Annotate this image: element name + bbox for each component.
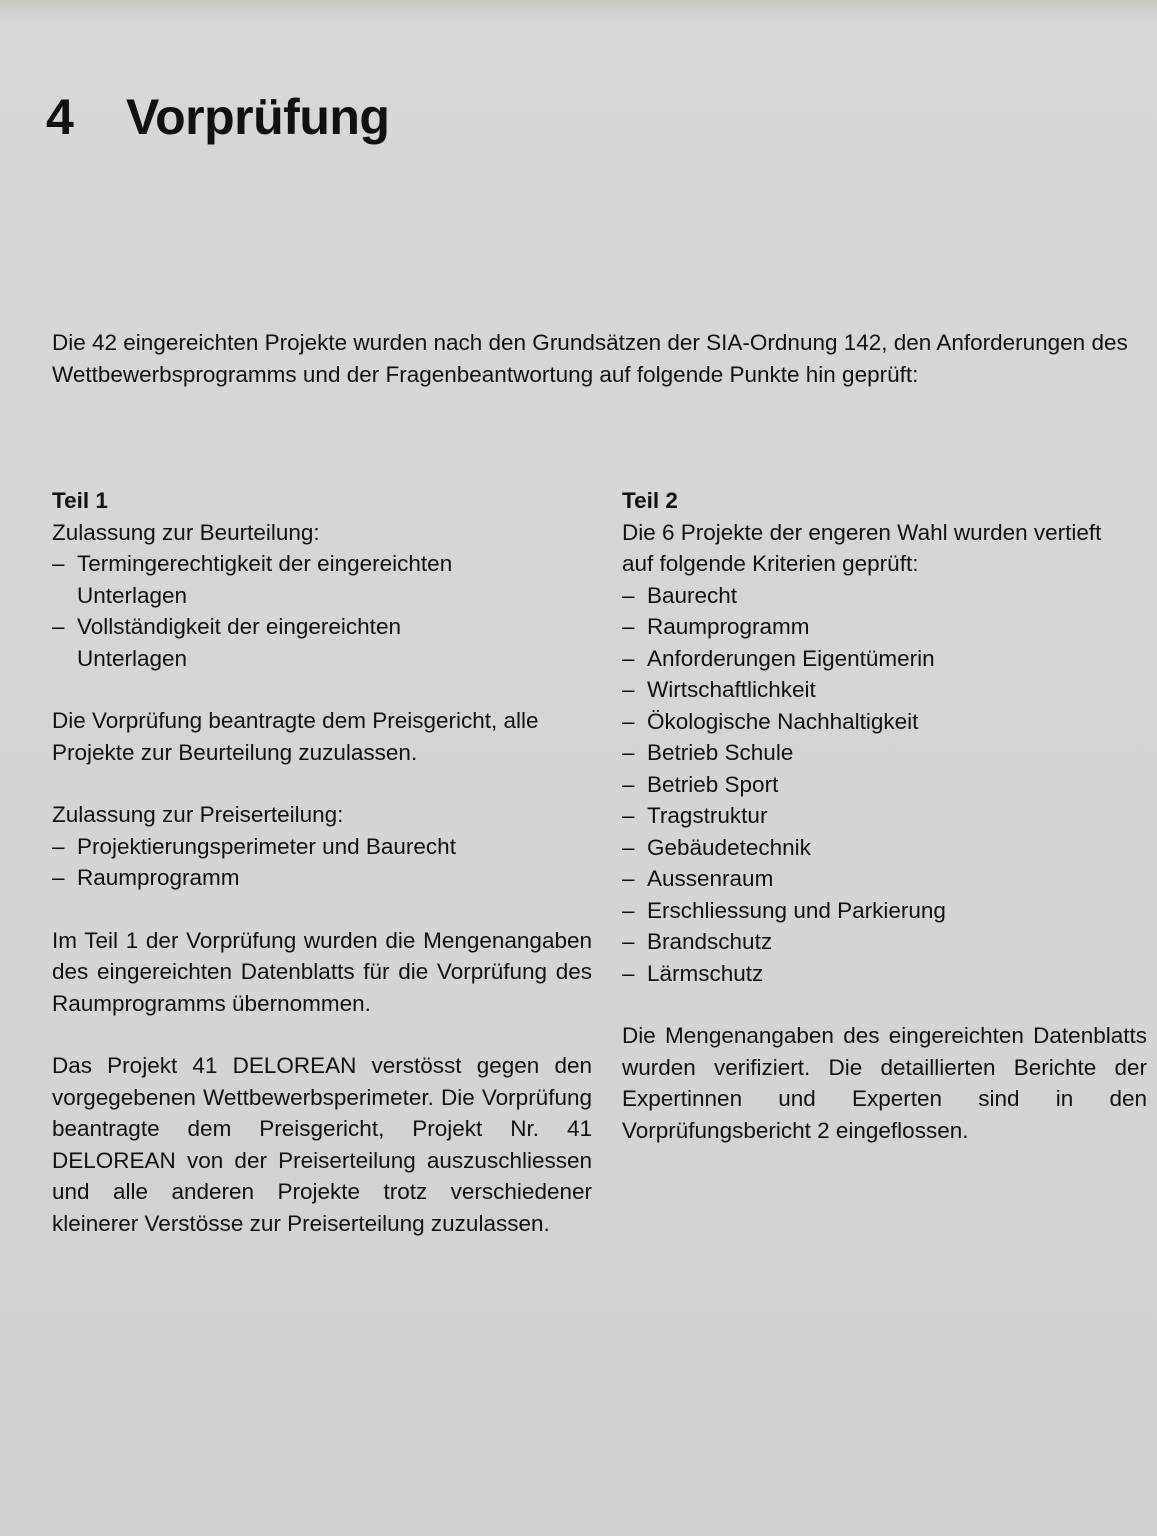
teil-1-heading: Teil 1 xyxy=(52,488,108,513)
section-title: Vorprüfung xyxy=(126,89,390,145)
list-item: – Vollständigkeit der eingereichten Unterlagen xyxy=(52,611,497,674)
list-item: – Anforderungen Eigentümerin xyxy=(622,643,1152,675)
list-item: – Gebäudetechnik xyxy=(622,832,1152,864)
column-teil-2 xyxy=(622,485,1152,1146)
mengenangaben-paragraph: Im Teil 1 der Vorprüfung wurden die Mengenangaben des eingereichten Datenblatts für die Vorprüfung des Raumprogramms übernommen. xyxy=(52,927,592,1016)
list-item: – Termingerechtigkeit der eingereichten Unterlagen xyxy=(52,548,537,611)
antrag-beurteilung-paragraph: Die Vorprüfung beantragte dem Preisgericht, alle Projekte zur Beurteilung zuzulassen. xyxy=(52,708,539,765)
closing-paragraph: Die Mengenangaben des eingereichten Datenblatts wurden verifiziert. Die detaillierten Berichte der Expertinnen und Experten sind in den Vorprüfungsbericht 2 eingeflossen. xyxy=(622,1023,1147,1143)
list-item: – Lärmschutz xyxy=(622,958,1152,990)
zulassung-beurteilung-label: Zulassung zur Beurteilung: xyxy=(52,519,320,545)
delorean-paragraph: Das Projekt 41 DELOREAN verstösst gegen den vorgegebenen Wettbewerbsperimeter. Die Vorprüfung beantragte dem Preisgericht, Projekt Nr. 41 DELOREAN von der Preiserteilung auszuschliessen und alle anderen Projekte trotz verschiedener kleinerer Verstösse zur Preiserteilung zuzulassen. xyxy=(52,1053,592,1236)
teil-2-intro: Die 6 Projekte der engeren Wahl wurden vertieft auf folgende Kriterien geprüft: xyxy=(622,519,1102,576)
intro-paragraph: Die 42 eingereichten Projekte wurden nach den Grundsätzen der SIA-Ordnung 142, den Anforderungen des Wettbewerbsprogramms und der Fragenbeantwortung auf folgende Punkte hin geprüft: xyxy=(52,330,1128,387)
list-item: – Betrieb Schule xyxy=(622,737,1152,769)
teil-2-heading: Teil 2 xyxy=(622,488,678,513)
criteria-list xyxy=(622,580,1152,990)
list-item: – Projektierungsperimeter und Baurecht xyxy=(52,831,602,863)
list-item: – Aussenraum xyxy=(622,863,1152,895)
list-item: – Wirtschaftlichkeit xyxy=(622,674,1152,706)
zulassung-beurteilung-list xyxy=(52,548,602,674)
list-item: – Erschliessung und Parkierung xyxy=(622,895,1152,927)
list-item: – Tragstruktur xyxy=(622,800,1152,832)
list-item: – Betrieb Sport xyxy=(622,769,1152,801)
list-item: – Raumprogramm xyxy=(52,862,602,894)
zulassung-preiserteilung-list xyxy=(52,831,602,894)
list-item: – Raumprogramm xyxy=(622,611,1152,643)
list-item: – Brandschutz xyxy=(622,926,1152,958)
list-item: – Baurecht xyxy=(622,580,1152,612)
section-number: 4 xyxy=(46,89,74,145)
column-teil-1 xyxy=(52,485,602,1239)
page-title xyxy=(46,88,389,146)
list-item: – Ökologische Nachhaltigkeit xyxy=(622,706,1152,738)
zulassung-preiserteilung-label: Zulassung zur Preiserteilung: xyxy=(52,802,344,827)
